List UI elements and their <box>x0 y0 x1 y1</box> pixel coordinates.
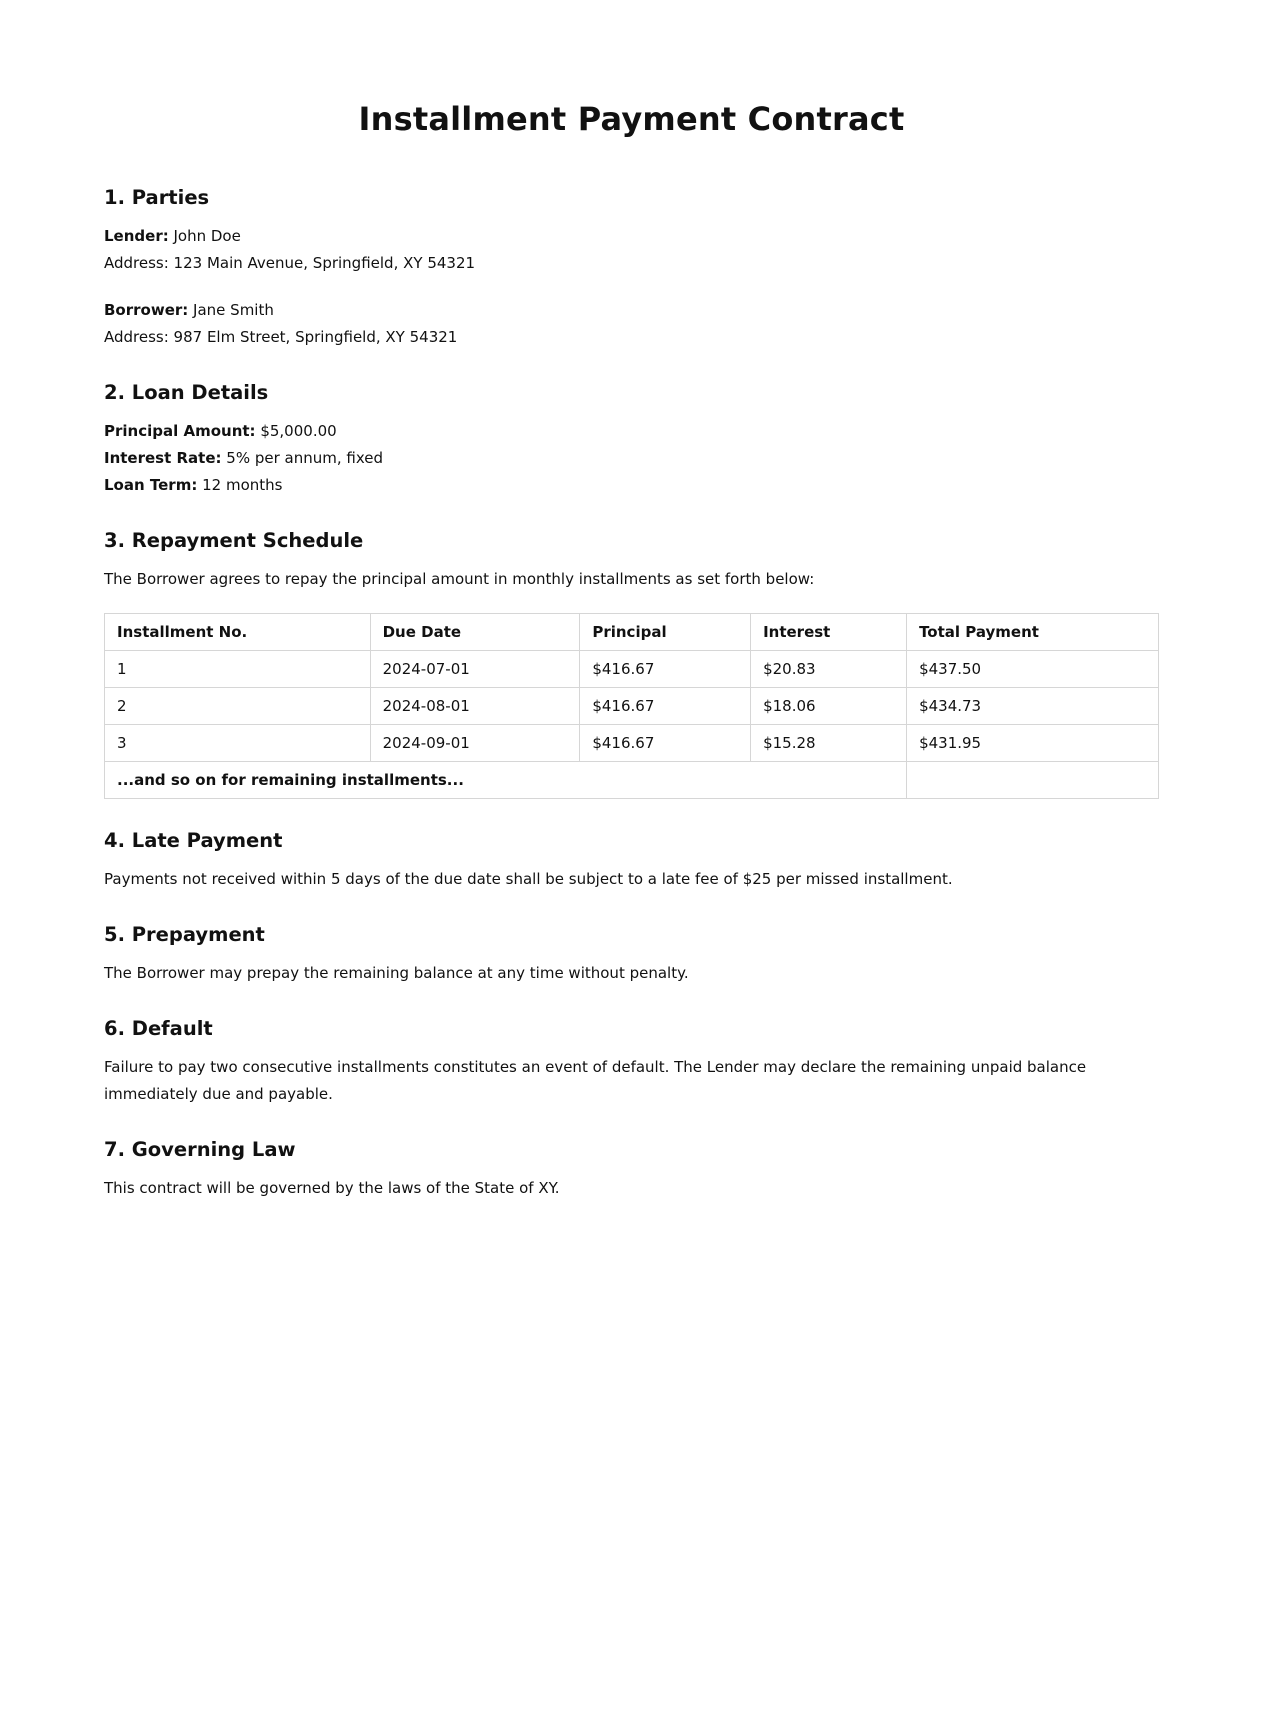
section-heading: 7. Governing Law <box>104 1138 296 1161</box>
section-heading: 3. Repayment Schedule <box>104 529 364 552</box>
principal-value: $5,000.00 <box>260 422 337 440</box>
table-cell: $434.73 <box>907 688 1159 725</box>
principal-line <box>104 418 1159 445</box>
loan-term-line <box>104 472 1159 499</box>
section-parties <box>104 186 1159 351</box>
interest-rate-line <box>104 445 1159 472</box>
section-default <box>104 1017 1159 1108</box>
table-row <box>105 725 1159 762</box>
section-text: Failure to pay two consecutive installments constitutes an event of default. The Lender may declare the remaining unpaid balance immediately due and payable. <box>104 1058 1087 1103</box>
table-cell: $20.83 <box>751 651 907 688</box>
table-cell: $416.67 <box>580 725 751 762</box>
lender-line <box>104 223 1159 250</box>
document-title: Installment Payment Contract <box>358 100 905 138</box>
column-header: Principal <box>580 614 751 651</box>
table-cell: 1 <box>105 651 371 688</box>
column-header: Interest <box>751 614 907 651</box>
table-cell: 2024-08-01 <box>370 688 580 725</box>
borrower-name: Jane Smith <box>193 301 274 319</box>
interest-rate-label: Interest Rate: <box>104 449 222 467</box>
repayment-table <box>104 613 1159 799</box>
borrower-address: Address: 987 Elm Street, Springfield, XY 54321 <box>104 328 458 346</box>
table-cell: $416.67 <box>580 688 751 725</box>
loan-term-label: Loan Term: <box>104 476 198 494</box>
section-heading: 6. Default <box>104 1017 213 1040</box>
table-cell: $431.95 <box>907 725 1159 762</box>
principal-label: Principal Amount: <box>104 422 256 440</box>
table-cell: 2024-09-01 <box>370 725 580 762</box>
column-header: Due Date <box>370 614 580 651</box>
table-header-row <box>105 614 1159 651</box>
borrower-label: Borrower: <box>104 301 189 319</box>
section-text: This contract will be governed by the laws of the State of XY. <box>104 1179 560 1197</box>
section-loan-details <box>104 381 1159 499</box>
table-cell: $15.28 <box>751 725 907 762</box>
column-header: Total Payment <box>907 614 1159 651</box>
table-row <box>105 688 1159 725</box>
borrower-line <box>104 297 1159 324</box>
section-heading: 2. Loan Details <box>104 381 269 404</box>
table-cell: $416.67 <box>580 651 751 688</box>
section-late-payment <box>104 829 1159 893</box>
section-governing-law <box>104 1138 1159 1202</box>
interest-rate-value: 5% per annum, fixed <box>226 449 384 467</box>
section-text: The Borrower may prepay the remaining balance at any time without penalty. <box>104 964 689 982</box>
section-repayment-schedule <box>104 529 1159 799</box>
table-cell: 2024-07-01 <box>370 651 580 688</box>
section-heading: 4. Late Payment <box>104 829 283 852</box>
column-header: Installment No. <box>105 614 371 651</box>
lender-label: Lender: <box>104 227 169 245</box>
section-prepayment <box>104 923 1159 987</box>
table-cell: $18.06 <box>751 688 907 725</box>
lender-address: Address: 123 Main Avenue, Springfield, XY 54321 <box>104 254 476 272</box>
table-cell: $437.50 <box>907 651 1159 688</box>
table-row <box>105 651 1159 688</box>
section-heading: 1. Parties <box>104 186 210 209</box>
schedule-intro: The Borrower agrees to repay the principal amount in monthly installments as set forth below: <box>104 570 815 588</box>
table-cell: 2 <box>105 688 371 725</box>
table-note-row <box>105 762 1159 799</box>
section-text: Payments not received within 5 days of the due date shall be subject to a late fee of $25 per missed installment. <box>104 870 953 888</box>
table-note: ...and so on for remaining installments... <box>105 762 907 799</box>
table-cell: 3 <box>105 725 371 762</box>
lender-name: John Doe <box>173 227 241 245</box>
section-heading: 5. Prepayment <box>104 923 265 946</box>
table-cell-empty <box>907 762 1159 799</box>
loan-term-value: 12 months <box>202 476 283 494</box>
